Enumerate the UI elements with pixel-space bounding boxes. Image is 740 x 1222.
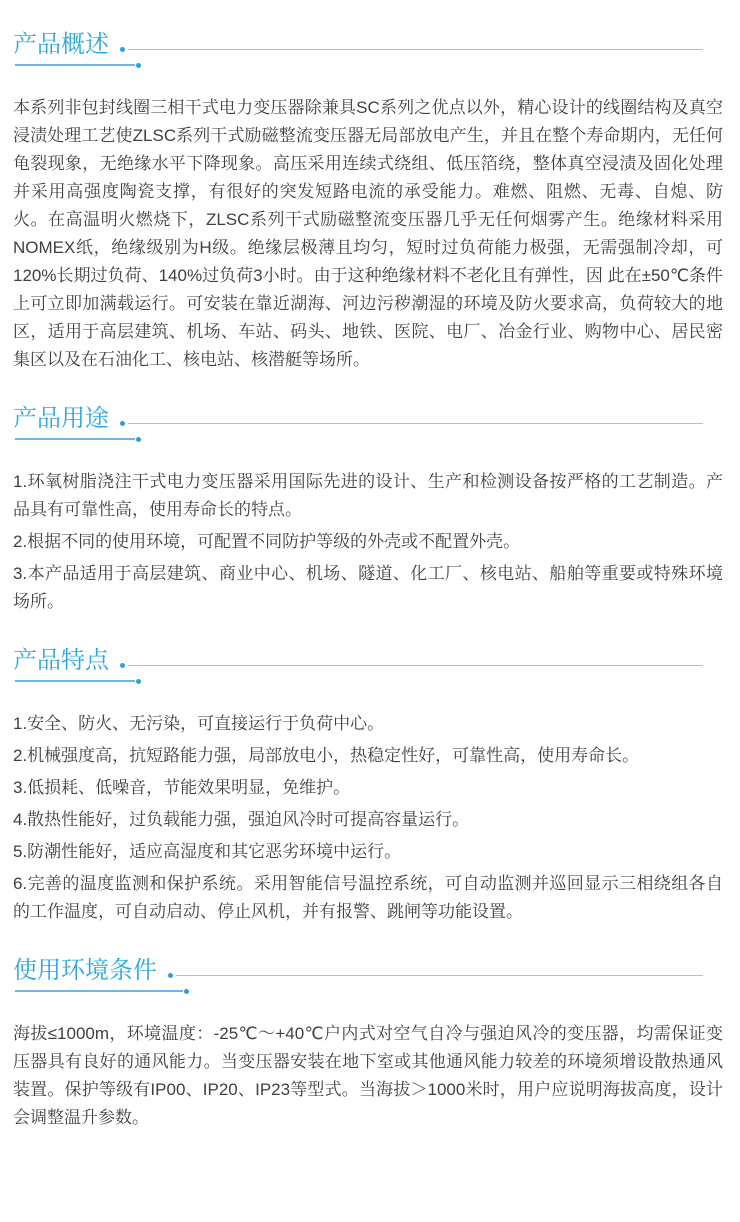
section-title: 使用环境条件 — [13, 957, 157, 984]
section-product-usage — [13, 404, 723, 616]
heading-underline-decoration — [15, 436, 141, 441]
section-title: 产品用途 — [13, 405, 109, 432]
thin-rule — [128, 49, 703, 50]
line-start-dot-icon — [120, 663, 125, 668]
heading-title-wrap — [13, 646, 109, 676]
section-body — [13, 80, 723, 374]
underline-bar — [15, 438, 135, 440]
section-heading — [13, 956, 723, 986]
line-start-dot-icon — [120, 421, 125, 426]
section-heading — [13, 404, 723, 434]
list-item: 2.机械强度高，抗短路能力强，局部放电小，热稳定性好，可靠性高，使用寿命长。 — [13, 746, 640, 765]
thin-rule — [128, 423, 703, 424]
underline-end-dot-icon — [136, 63, 141, 68]
section-title: 产品特点 — [13, 647, 109, 674]
heading-line-decoration — [120, 421, 703, 434]
thin-rule — [176, 975, 703, 976]
list-item: 3.本产品适用于高层建筑、商业中心、机场、隧道、化工厂、核电站、船舶等重要或特殊环境场所。 — [13, 564, 723, 611]
line-start-dot-icon — [120, 47, 125, 52]
section-product-overview — [13, 30, 723, 374]
heading-line-decoration — [120, 663, 703, 676]
heading-title-wrap — [13, 404, 109, 434]
list-item: 6.完善的温度监测和保护系统。采用智能信号温控系统，可自动监测并巡回显示三相绕组各自的工作温度，可自动启动、停止风机，并有报警、跳闸等功能设置。 — [13, 874, 723, 921]
paragraph: 本系列非包封线圈三相干式电力变压器除兼具SC系列之优点以外，精心设计的线圈结构及真空浸渍处理工艺使ZLSC系列干式励磁整流变压器无局部放电产生，并且在整个寿命期内，无任何龟裂现象，无绝缘水平下降现象。高压采用连续式绕组、低压箔绕，整体真空浸渍及固化处理并采用高强度陶瓷支撑，有很好的突发短路电流的承受能力。难燃、阻燃、无毒、自熄、防火。在高温明火燃烧下，ZLSC系列干式励磁整流变压器几乎无任何烟雾产生。绝缘材料采用NOMEX纸，绝缘级别为H级。绝缘层极薄且均匀，短时过负荷能力极强，无需强制冷却，可120%长期过负荷、140%过负荷3小时。由于这种绝缘材料不老化且有弹性，因 此在±50℃条件上可立即加满载运行。可安装在靠近湖海、河边污秽潮湿的环境及防火要求高，负荷较大的地区，适用于高层建筑、机场、车站、码头、地铁、医院、电厂、冶金行业、购物中心、居民密集区以及在石油化工、核电站、核潜艇等场所。 — [13, 98, 723, 369]
heading-line-decoration — [120, 47, 703, 60]
thin-rule — [128, 665, 703, 666]
section-product-features — [13, 646, 723, 926]
list-item: 1.环氧树脂浇注干式电力变压器采用国际先进的设计、生产和检测设备按严格的工艺制造。产品具有可靠性高，使用寿命长的特点。 — [13, 472, 723, 519]
underline-bar — [15, 990, 183, 992]
underline-bar — [15, 64, 135, 66]
section-body — [13, 1006, 723, 1132]
section-heading — [13, 30, 723, 60]
list-item: 5.防潮性能好，适应高湿度和其它恶劣环境中运行。 — [13, 842, 402, 861]
heading-line-decoration — [168, 973, 703, 986]
heading-underline-decoration — [15, 62, 141, 67]
list-item: 1.安全、防火、无污染，可直接运行于负荷中心。 — [13, 714, 385, 733]
underline-end-dot-icon — [136, 437, 141, 442]
heading-title-wrap — [13, 956, 157, 986]
heading-title-wrap — [13, 30, 109, 60]
underline-end-dot-icon — [136, 679, 141, 684]
section-heading — [13, 646, 723, 676]
underline-bar — [15, 680, 135, 682]
section-body — [13, 696, 723, 926]
line-start-dot-icon — [168, 973, 173, 978]
paragraph: 海拔≤1000m，环境温度：-25℃～+40℃户内式对空气自冷与强迫风冷的变压器，均需保证变压器具有良好的通风能力。当变压器安装在地下室或其他通风能力较差的环境须增设散热通风装置。保护等级有IP00、IP20、IP23等型式。当海拔＞1000米时，用户应说明海拔高度，设计会调整温升参数。 — [13, 1024, 723, 1127]
list-item: 3.低损耗、低噪音，节能效果明显，免维护。 — [13, 778, 351, 797]
list-item: 2.根据不同的使用环境，可配置不同防护等级的外壳或不配置外壳。 — [13, 532, 521, 551]
heading-underline-decoration — [15, 988, 189, 993]
list-item: 4.散热性能好，过负载能力强，强迫风冷时可提高容量运行。 — [13, 810, 470, 829]
heading-underline-decoration — [15, 678, 141, 683]
section-environment-conditions — [13, 956, 723, 1132]
section-title: 产品概述 — [13, 31, 109, 58]
section-body — [13, 454, 723, 616]
underline-end-dot-icon — [184, 989, 189, 994]
